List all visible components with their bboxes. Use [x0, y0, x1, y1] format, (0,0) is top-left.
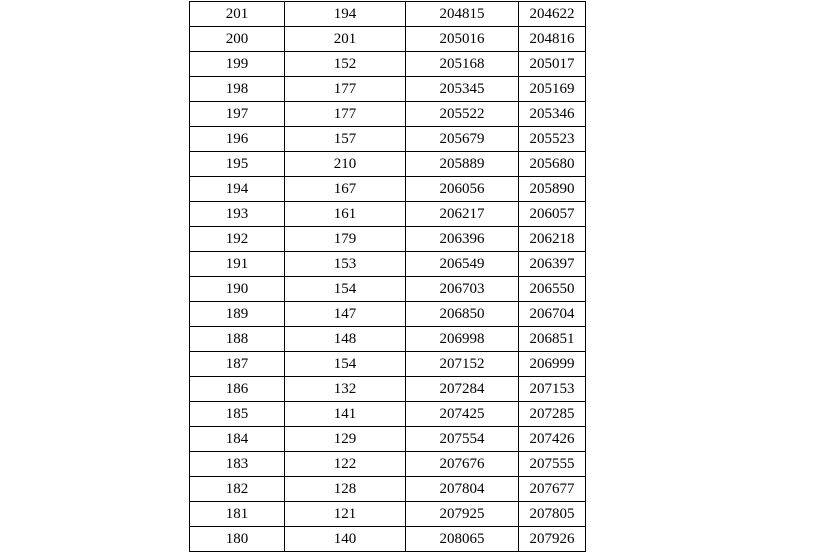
table-cell-score: 192 — [190, 227, 285, 252]
table-cell-count: 177 — [285, 102, 406, 127]
table-cell-count: 157 — [285, 127, 406, 152]
table-cell-cumulative_from: 206851 — [519, 327, 586, 352]
table-row — [190, 177, 586, 202]
table-cell-count: 141 — [285, 402, 406, 427]
table-cell-cumulative_from: 206550 — [519, 277, 586, 302]
table-cell-cumulative_from: 206397 — [519, 252, 586, 277]
table-body — [190, 2, 586, 552]
table-row — [190, 2, 586, 27]
table-cell-score: 191 — [190, 252, 285, 277]
table-cell-cumulative_to: 205522 — [406, 102, 519, 127]
table-cell-count: 154 — [285, 277, 406, 302]
table-cell-cumulative_to: 206396 — [406, 227, 519, 252]
table-cell-cumulative_from: 207555 — [519, 452, 586, 477]
table-row — [190, 202, 586, 227]
table-cell-score: 189 — [190, 302, 285, 327]
table-cell-cumulative_from: 207926 — [519, 527, 586, 552]
table-cell-cumulative_to: 205016 — [406, 27, 519, 52]
table-cell-count: 179 — [285, 227, 406, 252]
table-cell-count: 152 — [285, 52, 406, 77]
table-cell-score: 193 — [190, 202, 285, 227]
table-row — [190, 527, 586, 552]
table-cell-cumulative_to: 207284 — [406, 377, 519, 402]
table-row — [190, 227, 586, 252]
table-cell-count: 129 — [285, 427, 406, 452]
table-row — [190, 377, 586, 402]
table-cell-cumulative_from: 205890 — [519, 177, 586, 202]
table-cell-cumulative_from: 204816 — [519, 27, 586, 52]
table-cell-score: 185 — [190, 402, 285, 427]
table-cell-count: 167 — [285, 177, 406, 202]
table-cell-cumulative_to: 204815 — [406, 2, 519, 27]
table-cell-cumulative_to: 207925 — [406, 502, 519, 527]
table-row — [190, 302, 586, 327]
table-cell-cumulative_to: 207554 — [406, 427, 519, 452]
table-cell-count: 210 — [285, 152, 406, 177]
table-cell-cumulative_from: 207805 — [519, 502, 586, 527]
table-cell-cumulative_to: 206056 — [406, 177, 519, 202]
table-cell-cumulative_from: 204622 — [519, 2, 586, 27]
table-cell-cumulative_from: 206999 — [519, 352, 586, 377]
table-cell-cumulative_from: 205346 — [519, 102, 586, 127]
table-row — [190, 252, 586, 277]
table-row — [190, 127, 586, 152]
table-cell-score: 199 — [190, 52, 285, 77]
table-row — [190, 102, 586, 127]
table-cell-cumulative_to: 207425 — [406, 402, 519, 427]
table-row — [190, 77, 586, 102]
table-cell-count: 122 — [285, 452, 406, 477]
table-cell-score: 200 — [190, 27, 285, 52]
table-row — [190, 352, 586, 377]
table-cell-count: 161 — [285, 202, 406, 227]
table-row — [190, 452, 586, 477]
table-cell-cumulative_to: 207152 — [406, 352, 519, 377]
table-cell-cumulative_from: 207426 — [519, 427, 586, 452]
table-cell-count: 140 — [285, 527, 406, 552]
table-cell-count: 121 — [285, 502, 406, 527]
table-cell-cumulative_to: 206217 — [406, 202, 519, 227]
table-cell-cumulative_to: 206549 — [406, 252, 519, 277]
table-cell-cumulative_to: 205345 — [406, 77, 519, 102]
table-cell-score: 197 — [190, 102, 285, 127]
table-row — [190, 477, 586, 502]
table-cell-cumulative_to: 207676 — [406, 452, 519, 477]
table-cell-count: 201 — [285, 27, 406, 52]
table-row — [190, 327, 586, 352]
table-cell-cumulative_to: 206703 — [406, 277, 519, 302]
table-row — [190, 402, 586, 427]
table-cell-cumulative_to: 208065 — [406, 527, 519, 552]
table-cell-cumulative_from: 207285 — [519, 402, 586, 427]
table-cell-cumulative_to: 206998 — [406, 327, 519, 352]
table-row — [190, 52, 586, 77]
table-cell-score: 180 — [190, 527, 285, 552]
table-cell-cumulative_from: 207153 — [519, 377, 586, 402]
table-cell-score: 188 — [190, 327, 285, 352]
table-cell-cumulative_to: 205679 — [406, 127, 519, 152]
table-row — [190, 427, 586, 452]
table-cell-score: 198 — [190, 77, 285, 102]
table-cell-count: 153 — [285, 252, 406, 277]
table-cell-cumulative_from: 205017 — [519, 52, 586, 77]
table-cell-score: 183 — [190, 452, 285, 477]
table-row — [190, 277, 586, 302]
table-cell-count: 194 — [285, 2, 406, 27]
table-cell-cumulative_from: 205523 — [519, 127, 586, 152]
table-cell-score: 201 — [190, 2, 285, 27]
table-cell-cumulative_to: 205889 — [406, 152, 519, 177]
table-cell-cumulative_from: 205169 — [519, 77, 586, 102]
table-row — [190, 152, 586, 177]
table-row — [190, 27, 586, 52]
table-cell-count: 148 — [285, 327, 406, 352]
table-cell-cumulative_to: 206850 — [406, 302, 519, 327]
table-cell-score: 190 — [190, 277, 285, 302]
table-cell-cumulative_from: 207677 — [519, 477, 586, 502]
table-cell-count: 177 — [285, 77, 406, 102]
table-cell-score: 181 — [190, 502, 285, 527]
table-cell-score: 196 — [190, 127, 285, 152]
table-cell-score: 184 — [190, 427, 285, 452]
table-cell-score: 182 — [190, 477, 285, 502]
table-cell-count: 154 — [285, 352, 406, 377]
table-cell-count: 147 — [285, 302, 406, 327]
table-cell-cumulative_to: 207804 — [406, 477, 519, 502]
table-cell-cumulative_to: 205168 — [406, 52, 519, 77]
table-cell-count: 132 — [285, 377, 406, 402]
table-cell-score: 186 — [190, 377, 285, 402]
score-distribution-table — [189, 1, 586, 552]
table-cell-cumulative_from: 206704 — [519, 302, 586, 327]
table-cell-score: 187 — [190, 352, 285, 377]
table-cell-cumulative_from: 206218 — [519, 227, 586, 252]
table-cell-count: 128 — [285, 477, 406, 502]
table-cell-cumulative_from: 206057 — [519, 202, 586, 227]
table-cell-cumulative_from: 205680 — [519, 152, 586, 177]
table-row — [190, 502, 586, 527]
table-cell-score: 195 — [190, 152, 285, 177]
table-cell-score: 194 — [190, 177, 285, 202]
